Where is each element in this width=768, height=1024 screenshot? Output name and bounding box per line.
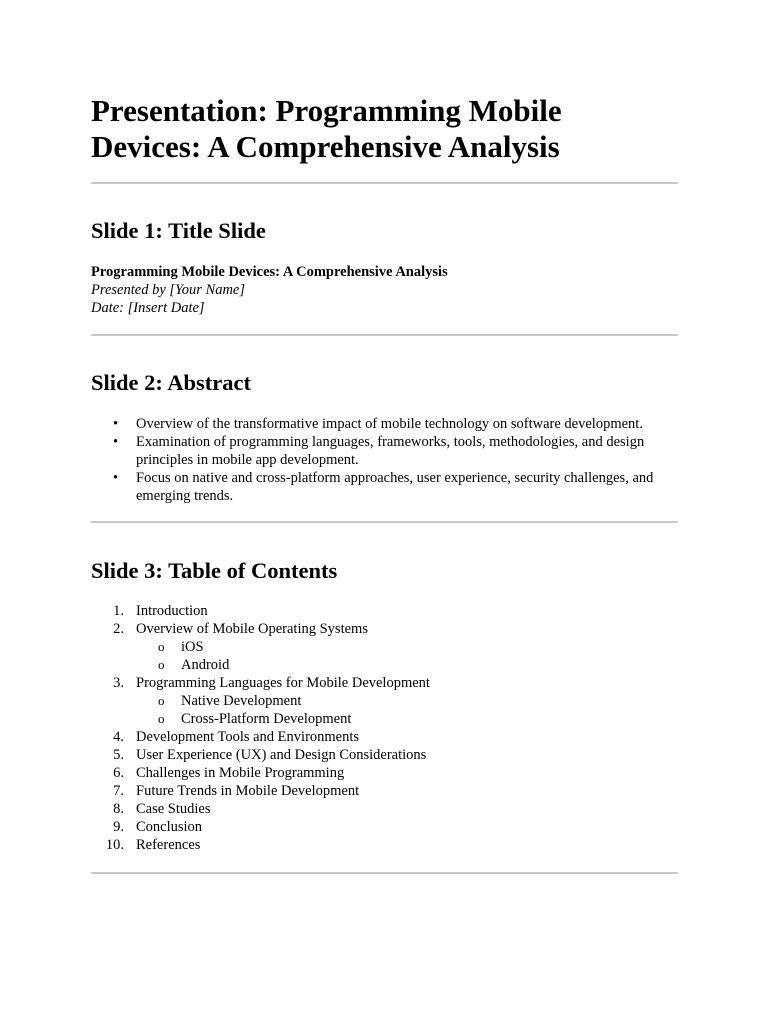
toc-subitem [136, 656, 678, 674]
divider [91, 334, 678, 336]
sub-marker: o [158, 657, 165, 672]
toc-item [91, 836, 678, 854]
toc-subitem [136, 638, 678, 656]
abstract-bullet-list [91, 415, 678, 505]
toc-number: 2. [113, 621, 124, 637]
toc-text: Programming Languages for Mobile Development [136, 675, 430, 691]
toc-number: 8. [113, 801, 124, 817]
divider [91, 521, 678, 523]
toc-text: Challenges in Mobile Programming [136, 765, 345, 781]
toc-item [91, 602, 678, 620]
toc-subitem-text: iOS [181, 639, 204, 655]
sub-marker: o [158, 639, 165, 654]
toc-sublist [136, 692, 678, 728]
slide2-content [91, 415, 678, 505]
slide3-content [91, 602, 678, 854]
toc-item [91, 800, 678, 818]
slide1-title-line: Programming Mobile Devices: A Comprehensive Analysis [91, 264, 448, 280]
document-title: Presentation: Programming Mobile Devices: A Comprehensive Analysis [91, 93, 562, 164]
toc-item [91, 674, 678, 728]
toc-number: 7. [113, 783, 124, 799]
toc-number: 1. [113, 603, 124, 619]
toc-sublist [136, 638, 678, 674]
toc-number: 3. [113, 675, 124, 691]
slide2-heading: Slide 2: Abstract [91, 370, 251, 395]
toc-item [91, 728, 678, 746]
sub-marker: o [158, 693, 165, 708]
toc-subitem-text: Native Development [181, 693, 302, 709]
toc-number: 10. [105, 837, 124, 853]
toc-number: 6. [113, 765, 124, 781]
sub-marker: o [158, 711, 165, 726]
divider [91, 182, 678, 184]
slide1-heading: Slide 1: Title Slide [91, 218, 266, 243]
toc-text: Future Trends in Mobile Development [136, 783, 360, 799]
slide3-heading: Slide 3: Table of Contents [91, 558, 338, 583]
toc-text: Development Tools and Environments [136, 729, 360, 745]
toc-item [91, 620, 678, 674]
toc-item [91, 746, 678, 764]
toc-number: 5. [113, 747, 124, 763]
slide1-content [91, 263, 678, 317]
slide1-date: Date: [Insert Date] [91, 300, 205, 316]
toc-item [91, 782, 678, 800]
divider [91, 872, 678, 874]
toc-subitem-text: Android [181, 657, 230, 673]
bullet-item: • Overview of the transformative impact of mobile technology on software development. [91, 415, 678, 433]
toc-text: Overview of Mobile Operating Systems [136, 621, 368, 637]
table-of-contents [91, 602, 678, 854]
toc-text: References [136, 837, 201, 853]
toc-subitem [136, 710, 678, 728]
toc-text: Case Studies [136, 801, 211, 817]
toc-item [91, 818, 678, 836]
toc-text: Conclusion [136, 819, 203, 835]
bullet-item: • Examination of programming languages, frameworks, tools, methodologies, and design principles in mobile app development. [91, 433, 678, 469]
toc-subitem [136, 692, 678, 710]
toc-number: 4. [113, 729, 124, 745]
toc-text: User Experience (UX) and Design Considerations [136, 747, 427, 763]
bullet-item: • Focus on native and cross-platform approaches, user experience, security challenges, and emerging trends. [91, 469, 678, 505]
toc-text: Introduction [136, 603, 208, 619]
toc-number: 9. [113, 819, 124, 835]
toc-subitem-text: Cross-Platform Development [181, 711, 352, 727]
toc-item [91, 764, 678, 782]
slide1-presented-by: Presented by [Your Name] [91, 282, 245, 298]
